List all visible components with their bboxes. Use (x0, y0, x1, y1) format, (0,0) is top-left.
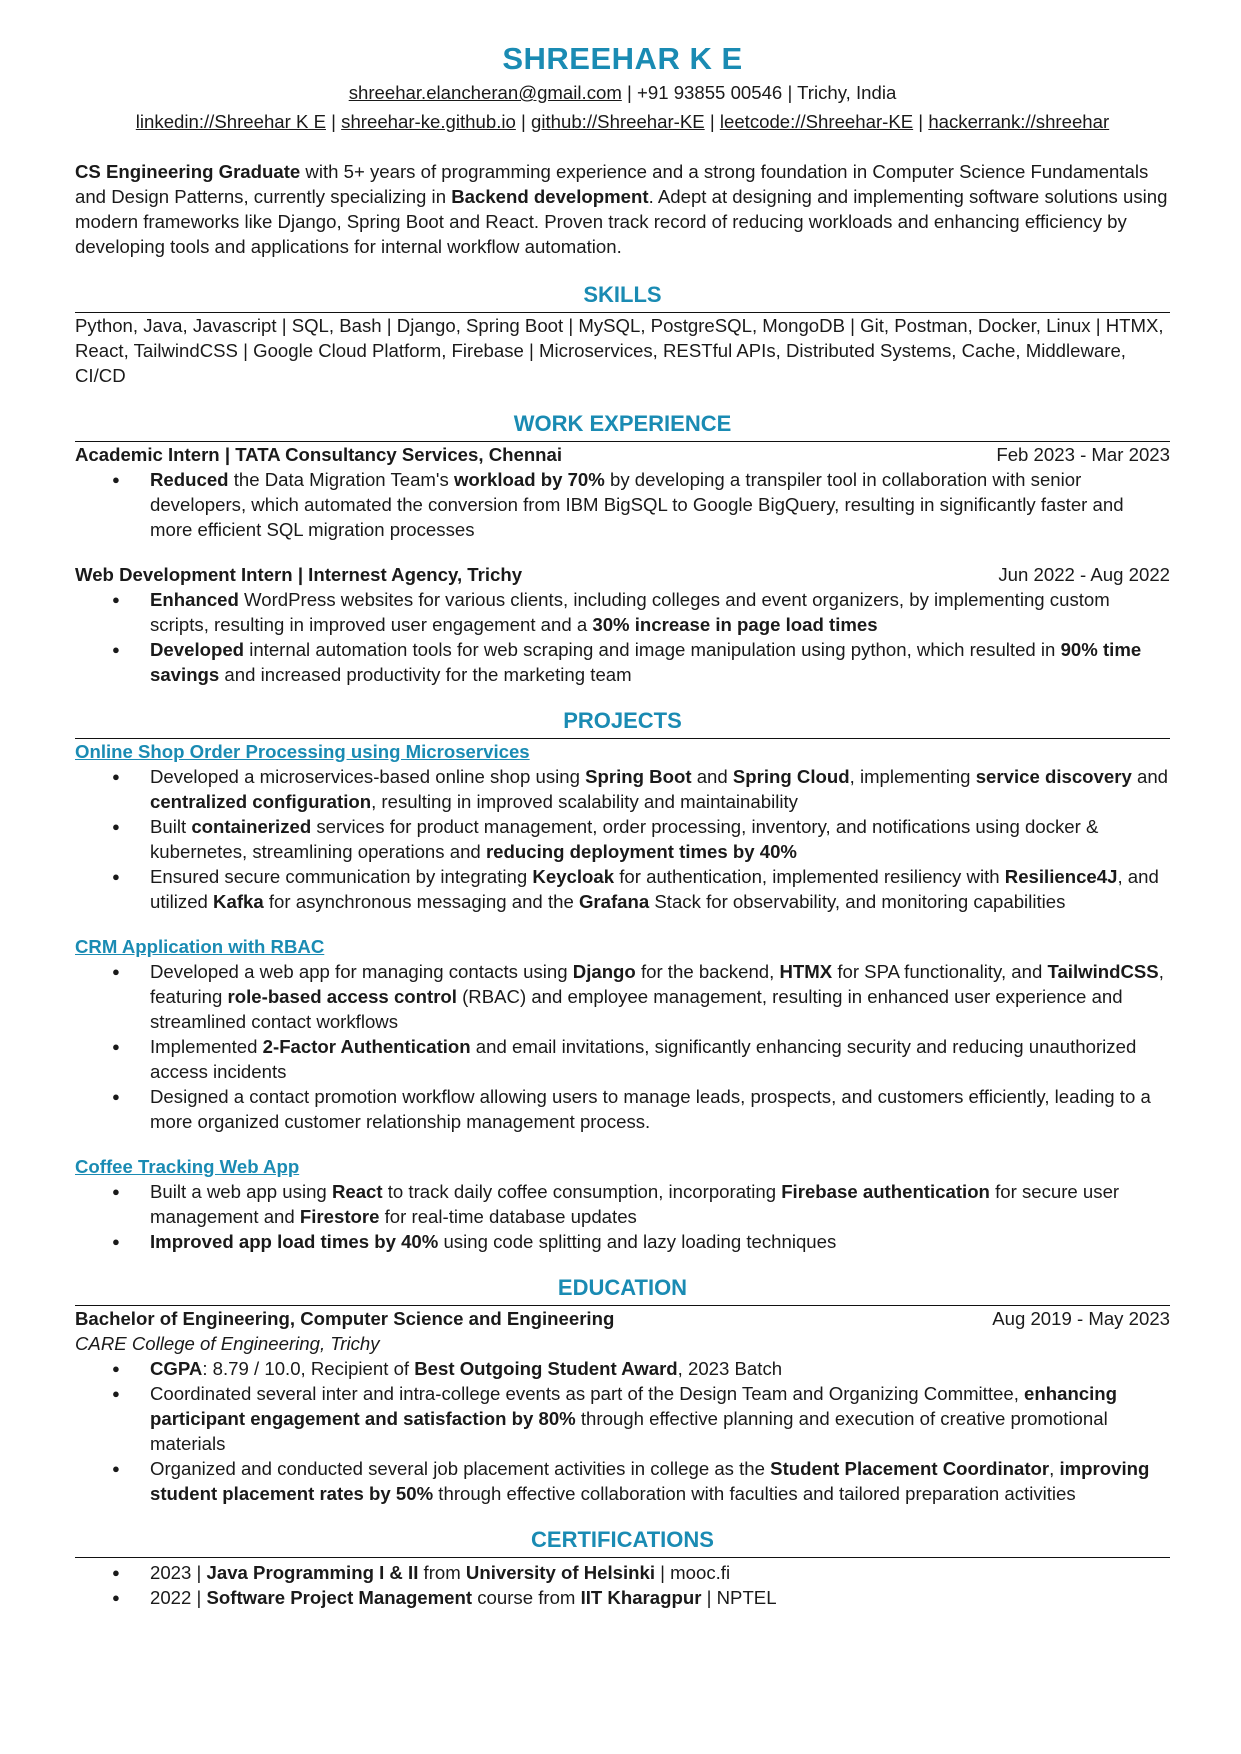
bold-text: role-based access control (227, 986, 457, 1007)
bold-text: 90% time savings (150, 639, 1142, 685)
project-title-link[interactable]: Coffee Tracking Web App (75, 1156, 300, 1177)
certification-item (150, 1585, 1170, 1610)
text: services for product management, order processing, inventory, and notifications using docker & kubernetes, streamlining operations and (150, 816, 1099, 862)
link-separator: | (325, 111, 342, 132)
project-bullet (150, 864, 1170, 914)
section-title-work-experience: WORK EXPERIENCE (75, 410, 1170, 442)
bold-text: 2-Factor Authentication (262, 1036, 471, 1057)
text: through effective planning and execution of creative promotional materials (150, 1408, 1108, 1454)
text: , and utilized (150, 866, 1159, 912)
text: course from (472, 1587, 581, 1608)
projects-list (75, 739, 1170, 1254)
bold-text: University of Helsinki (465, 1562, 656, 1583)
text: Ensured secure communication by integrating (150, 866, 533, 887)
work-entry (75, 442, 1170, 542)
bold-text: 30% increase in page load times (592, 614, 878, 635)
text: to track daily coffee consumption, incorporating (382, 1181, 782, 1202)
bold-text: Kafka (213, 891, 264, 912)
project-bullet (150, 1084, 1170, 1134)
section-title-projects: PROJECTS (75, 707, 1170, 739)
text: Organized and conducted several job placement activities in college as the (150, 1458, 771, 1479)
bold-text: centralized configuration (150, 791, 372, 812)
text: from (418, 1562, 466, 1583)
text: , implementing (849, 766, 976, 787)
education-bullet (150, 1381, 1170, 1456)
text: : 8.79 / 10.0, Recipient of (202, 1358, 415, 1379)
email-link[interactable]: shreehar.elancheran@gmail.com (348, 82, 622, 103)
bold-text: Spring Boot (585, 766, 692, 787)
leetcode-link[interactable]: leetcode://Shreehar-KE (719, 111, 914, 132)
text: and (691, 766, 733, 787)
bold-text: Grafana (578, 891, 650, 912)
text: , resulting in improved scalability and maintainability (371, 791, 798, 812)
text: , featuring (150, 961, 1164, 1007)
text: Built (150, 816, 192, 837)
work-entry (75, 562, 1170, 687)
bold-text: CGPA (150, 1358, 203, 1379)
project-bullet (150, 959, 1170, 1034)
text: the Data Migration Team's (228, 469, 454, 490)
text: Developed a microservices-based online shop using (150, 766, 586, 787)
bold-text: React (331, 1181, 383, 1202)
contact-line (75, 80, 1170, 105)
bold-text: containerized (191, 816, 312, 837)
section-title-education: EDUCATION (75, 1274, 1170, 1306)
text: and email invitations, significantly enhancing security and reducing unauthorized access incidents (150, 1036, 1137, 1082)
job-title: Academic Intern | TATA Consultancy Services, Chennai (75, 444, 563, 465)
resume-page (75, 40, 1170, 1610)
section-title-skills: SKILLS (75, 281, 1170, 313)
text: using code splitting and lazy loading techniques (438, 1231, 837, 1252)
job-date: Feb 2023 - Mar 2023 (996, 444, 1170, 465)
bold-text: CS Engineering Graduate (75, 161, 301, 182)
link-separator: | (515, 111, 532, 132)
project-title-link[interactable]: CRM Application with RBAC (75, 936, 325, 957)
link-separator: | (704, 111, 720, 132)
bold-text: reducing deployment times by 40% (485, 841, 797, 862)
bold-text: workload by 70% (453, 469, 605, 490)
job-title: Web Development Intern | Internest Agency, Trichy (75, 564, 523, 585)
project-entry (75, 1154, 1170, 1254)
text: Designed a contact promotion workflow allowing users to manage leads, prospects, and customers efficiently, leading to a more organized customer relationship management process. (150, 1086, 1151, 1132)
text: | NPTEL (701, 1587, 777, 1608)
text: for the backend, (635, 961, 780, 982)
text: (RBAC) and employee management, resulting in enhanced user experience and streamlined contact workflows (150, 986, 1123, 1032)
work-bullet (150, 467, 1170, 542)
linkedin-link[interactable]: linkedin://Shreehar K E (135, 111, 326, 132)
bold-text: Reduced (150, 469, 229, 490)
degree-title: Bachelor of Engineering, Computer Science and Engineering (75, 1308, 615, 1329)
text: through effective collaboration with faculties and tailored preparation activities (433, 1483, 1076, 1504)
bold-text: enhancing participant engagement and satisfaction by 80% (150, 1383, 1118, 1429)
certification-item (150, 1560, 1170, 1585)
certifications-list (75, 1560, 1170, 1610)
bold-text: Best Outgoing Student Award (414, 1358, 678, 1379)
education-bullet (150, 1356, 1170, 1381)
bold-text: Backend development (451, 186, 649, 207)
text: internal automation tools for web scraping and image manipulation using python, which resulted in (244, 639, 1061, 660)
school-name: CARE College of Engineering, Trichy (75, 1333, 380, 1354)
text: for authentication, implemented resiliency with (614, 866, 1005, 887)
work-bullet (150, 587, 1170, 637)
text: with 5+ years of programming experience and a strong foundation in Computer Science Fundamentals and Design Patterns, currently specializing in (75, 161, 1149, 207)
education-bullet (150, 1456, 1170, 1506)
text: and (1131, 766, 1169, 787)
project-bullet (150, 1229, 1170, 1254)
bold-text: IIT Kharagpur (580, 1587, 702, 1608)
education-date: Aug 2019 - May 2023 (992, 1308, 1170, 1329)
project-bullet (150, 1034, 1170, 1084)
text: for asynchronous messaging and the (263, 891, 579, 912)
text: WordPress websites for various clients, including colleges and event organizers, by implementing custom scripts, resulting in improved user engagement and a (150, 589, 1110, 635)
project-entry (75, 934, 1170, 1134)
education-bullets (75, 1356, 1170, 1506)
bold-text: Spring Cloud (732, 766, 850, 787)
bold-text: Firestore (299, 1206, 380, 1227)
bold-text: HTMX (779, 961, 833, 982)
hackerrank-link[interactable]: hackerrank://shreehar (928, 111, 1110, 132)
text: Built a web app using (150, 1181, 332, 1202)
bold-text: Developed (150, 639, 245, 660)
skills-list: Python, Java, Javascript | SQL, Bash | Django, Spring Boot | MySQL, PostgreSQL, MongoDB | Git, Postman, Docker, Linux | HTMX, React, TailwindCSS | Google Cloud Platform, Firebase | Microservices, RESTful APIs, Distributed Systems, Cache, Middleware, CI/CD (75, 315, 1164, 386)
bold-text: improving student placement rates by 50% (150, 1458, 1150, 1504)
work-experience-list (75, 442, 1170, 687)
text: Implemented (150, 1036, 263, 1057)
project-bullet (150, 1179, 1170, 1229)
bold-text: Software Project Management (206, 1587, 473, 1608)
text: , 2023 Batch (677, 1358, 783, 1379)
phone-location: | +91 93855 00546 | Trichy, India (621, 82, 897, 103)
text: for real-time database updates (379, 1206, 637, 1227)
text: | mooc.fi (655, 1562, 731, 1583)
text: and increased productivity for the marketing team (219, 664, 632, 685)
text: for secure user management and (150, 1181, 1120, 1227)
text: Coordinated several inter and intra-college events as part of the Design Team and Organizing Committee, (150, 1383, 1025, 1404)
text: , (1049, 1458, 1060, 1479)
link-separator: | (913, 111, 929, 132)
bold-text: Java Programming I & II (206, 1562, 419, 1583)
profile-links (75, 109, 1170, 134)
portfolio-link[interactable]: shreehar-ke.github.io (341, 111, 516, 132)
bold-text: Resilience4J (1004, 866, 1118, 887)
candidate-name: SHREEHAR K E (502, 41, 743, 76)
bold-text: Keycloak (532, 866, 615, 887)
text: 2022 | (150, 1587, 207, 1608)
text: Developed a web app for managing contacts using (150, 961, 573, 982)
text: by developing a transpiler tool in collaboration with senior developers, which automated the conversion from IBM BigSQL to Google BigQuery, resulting in significantly faster and more efficient SQL migration processes (150, 469, 1124, 540)
bold-text: Firebase authentication (781, 1181, 990, 1202)
job-date: Jun 2022 - Aug 2022 (998, 564, 1170, 585)
text: for SPA functionality, and (832, 961, 1048, 982)
project-bullet (150, 814, 1170, 864)
github-link[interactable]: github://Shreehar-KE (531, 111, 705, 132)
work-entry-header (75, 442, 1170, 467)
section-title-certifications: CERTIFICATIONS (75, 1526, 1170, 1558)
bold-text: service discovery (975, 766, 1132, 787)
bold-text: TailwindCSS (1047, 961, 1159, 982)
project-entry (75, 739, 1170, 914)
bold-text: Django (572, 961, 636, 982)
bold-text: Student Placement Coordinator (770, 1458, 1050, 1479)
project-title-link[interactable]: Online Shop Order Processing using Microservices (75, 741, 530, 762)
work-bullet (150, 637, 1170, 687)
project-bullet (150, 764, 1170, 814)
text: . Adept at designing and implementing software solutions using modern frameworks like Django, Spring Boot and React. Proven track record of reducing workloads and enhancing efficiency by developing tools and applications for internal workflow automation. (75, 186, 1168, 257)
bold-text: Improved app load times by 40% (150, 1231, 439, 1252)
summary-paragraph (75, 159, 1170, 259)
text: Stack for observability, and monitoring capabilities (649, 891, 1066, 912)
text: 2023 | (150, 1562, 207, 1583)
work-entry-header (75, 562, 1170, 587)
education-header (75, 1306, 1170, 1331)
bold-text: Enhanced (150, 589, 239, 610)
